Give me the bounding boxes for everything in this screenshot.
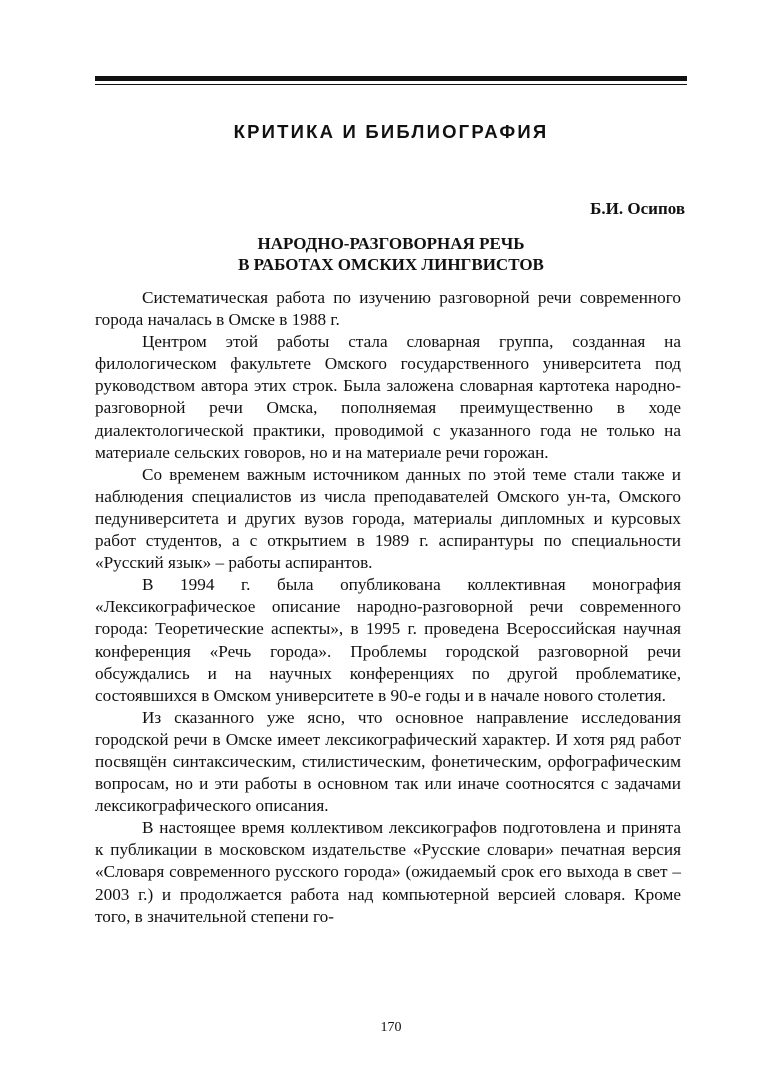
article-title-line-1: НАРОДНО-РАЗГОВОРНАЯ РЕЧЬ [257,234,525,253]
paragraph-1: Систематическая работа по изучению разговорной речи современного города началась в Омске в 1988 г. [95,288,681,330]
paragraph-6: В настоящее время коллективом лексикографов подготовлена и принята к публикации в московском издательстве «Русские словари» печатная версия «Словаря современного русского города» (ожидаемый срок его выхода в свет – 2003 г.) и продолжается работа над компьютерной версией словаря. Кроме того, в значительной степени го- [95,818,681,926]
header-rule-thin [95,84,687,85]
paragraph-5: Из сказанного уже ясно, что основное направление исследования городской речи в Омске имеет лексикографический характер. И хотя ряд работ посвящён синтаксическим, стилистическим, фонетическим, орфографическим вопросам, но и эти работы в основном так или иначе соотносятся с задачами лексикографического описания. [95,707,681,816]
paragraph-2: Центром этой работы стала словарная группа, созданная на филологическом факультете Омского государственного университета под руководством автора этих строк. Была заложена словарная картотека народно-разговорной речи Омска, пополняемая преимущественно в ходе диалектологической практики, проводимой с указанного года не только на материале сельских говоров, но и на материале речи горожан. [95,332,681,462]
paragraph-3: Со временем важным источником данных по этой теме стали также и наблюдения специалистов из числа преподавателей Омского ун-та, Омского педуниверситета и других вузов города, материалы дипломных и курсовых работ студентов, а с открытием в 1989 г. аспирантуры по специальности «Русский язык» – работы аспирантов. [95,464,681,573]
article-author: Б.И. Осипов [590,199,685,218]
article-body [95,287,681,928]
article-title-line-2: В РАБОТАХ ОМСКИХ ЛИНГВИСТОВ [238,255,544,274]
article-title [95,233,687,275]
page-number: 170 [380,1020,402,1035]
header-rule-thick [95,76,687,81]
section-title: КРИТИКА И БИБЛИОГРАФИЯ [233,121,549,142]
paragraph-4: В 1994 г. была опубликована коллективная монография «Лексикографическое описание народно-разговорной речи современного города: Теоретические аспекты», в 1995 г. проведена Всероссийская научная конференция «Речь города». Проблемы городской разговорной речи обсуждались и на научных конференциях по другой проблематике, состоявшихся в Омском университете в 90-е годы и в начале нового столетия. [95,575,681,705]
